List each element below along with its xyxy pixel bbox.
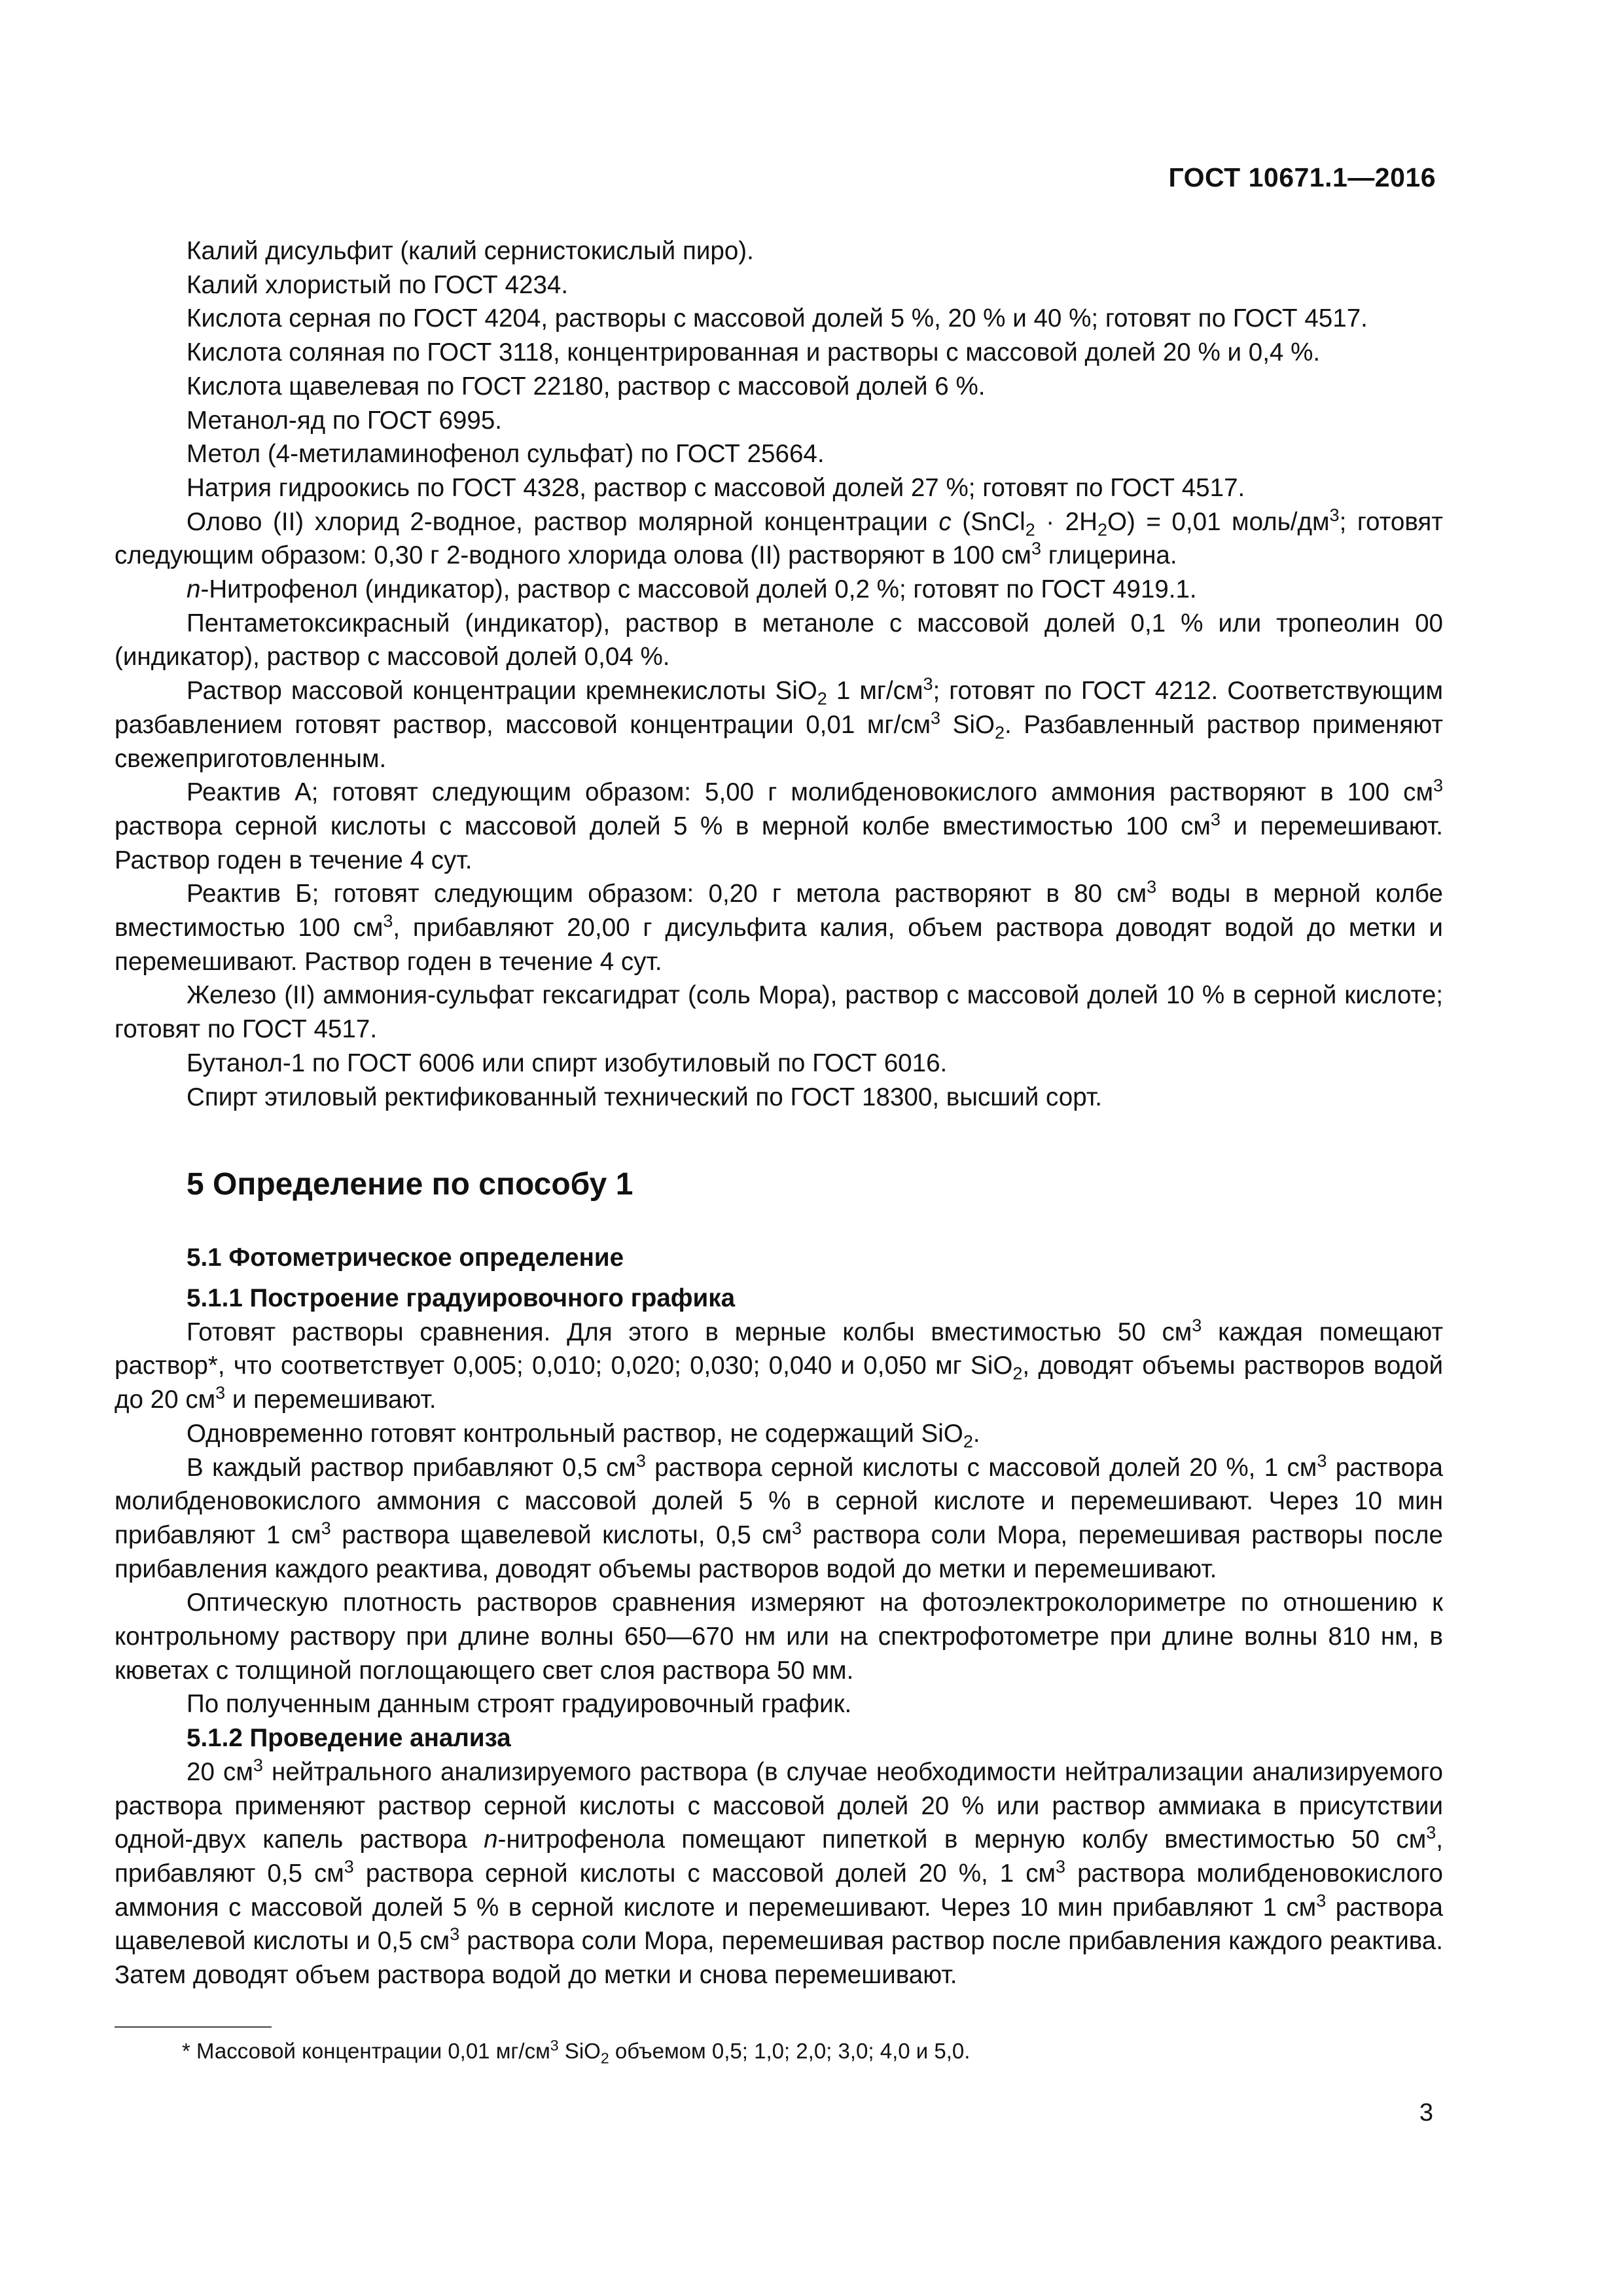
reagent-line: Метол (4-метиламинофенол сульфат) по ГОСТ 25664. <box>187 440 825 469</box>
analysis-paragraph: 20 $см^3$ нейтрального анализируемого раствора (в случае необходимости нейтрализации анализируемого раствора применяют раствор серной кислоты с массовой долей 20 % или раствор аммиака в присутствии одной-двух капель раствора n-нитрофенола помещают пипеткой в мерную колбу вместимостью 50 $см^3$, прибавляют 0,5 $см^3$ раствора серной кислоты с массовой долей 20 %, 1 $см^3$ раствора молибденовокислого аммония с массовой долей 5 % в серной кислоте и перемешивают. Через 10 мин прибавляют 1 $см^3$ раствора щавелевой кислоты и 0,5 $см^3$ раствора соли Мора, перемешивая раствор после прибавления каждого реактива. Затем доводят объем раствора водой до метки и снова перемешивают. <box>115 1755 1444 1990</box>
footnote-divider <box>115 2026 272 2028</box>
nitrophenol-paragraph: n-Нитрофенол (индикатор), раствор с массовой долей 0,2 %; готовят по ГОСТ 4919.1. <box>187 575 1197 604</box>
calibration-paragraph-5: По полученным данным строят градуировочный график. <box>187 1690 852 1719</box>
tin-chloride-paragraph: Олово (II) хлорид 2-водное, раствор молярной концентрации c (SnCl$_2$ · $2H_2O) = 0,01$ моль/$дм^3$; готовят следующим образом: 0,30 г 2-водного хлорида олова (II) растворяют в 100 $см^3$ глицерина. <box>115 505 1443 570</box>
reagent-a-paragraph: Реактив А; готовят следующим образом: 5,00 г молибденовокислого аммония растворяют в 100 $см^3$ раствора серной кислоты с массовой долей 5 % в мерной колбе вместимостью 100 $см^3$ и перемешивают. Раствор годен в течение 4 сут. <box>115 776 1443 874</box>
reagent-line: Кислота соляная по ГОСТ 3118, концентрированная и растворы с массовой долей 20 % и 0,4 %. <box>187 338 1321 367</box>
reagent-line: Метанол-яд по ГОСТ 6995. <box>187 406 503 435</box>
calibration-paragraph-4: Оптическую плотность растворов сравнения измеряют на фотоэлектроколориметре по отношению к контрольному раствору при длине волны 650—670 нм или на спектрофотометре при длине волны 810 нм, в кюветах с толщиной поглощающего свет слоя раствора 50 мм. <box>115 1588 1443 1685</box>
calibration-paragraph-1: Готовят растворы сравнения. Для этого в мерные колбы вместимостью 50 $см^3$ каждая помещают раствор*, что соответствует 0,005; 0,010; 0,020; 0,030; 0,040 и 0,050 мг SiO$_2$, доводят объемы растворов водой до 20 $см^3$ и перемешивают. <box>115 1315 1443 1414</box>
page-number: 3 <box>1419 2099 1433 2126</box>
section-spacer <box>115 1114 1443 1165</box>
section-5-heading: 5 Определение по способу 1 <box>187 1167 633 1202</box>
mohr-salt-paragraph: Железо (II) аммония-сульфат гексагидрат (соль Мора), раствор с массовой долей 10 % в серной кислоте; готовят по ГОСТ 4517. <box>115 981 1443 1044</box>
calibration-paragraph-2: Одновременно готовят контрольный раствор, не содержащий SiO$_2$. <box>187 1419 980 1452</box>
silica-solution-paragraph: Раствор массовой концентрации кремнекислоты SiO$_2$ 1 $мг/см^3$; готовят по ГОСТ 4212. Соответствующим разбавлением готовят раствор, массовой концентрации 0,01 $мг/см^3$ SiO$_2$. Разбавленный раствор применяют свежеприготовленным. <box>115 674 1444 773</box>
document-header: ГОСТ 10671.1—2016 <box>1168 162 1436 192</box>
section-5-1-2-heading: 5.1.2 Проведение анализа <box>187 1724 511 1753</box>
reagent-line: Кислота щавелевая по ГОСТ 22180, раствор с массовой долей 6 %. <box>187 372 986 401</box>
section-5-1-heading: 5.1 Фотометрическое определение <box>187 1244 624 1272</box>
reagent-line: Кислота серная по ГОСТ 4204, растворы с массовой долей 5 %, 20 % и 40 %; готовят по ГОСТ 4517. <box>187 304 1368 333</box>
reagent-b-paragraph: Реактив Б; готовят следующим образом: 0,20 г метола растворяют в 80 $см^3$ воды в мерной колбе вместимостью 100 $см^3$, прибавляют 20,00 г дисульфита калия, объем раствора доводят водой до метки и перемешивают. Раствор годен в течение 4 сут. <box>115 877 1443 976</box>
footnote: * Массовой концентрации 0,01 $мг/см^3$ SiO$_2$ объемом 0,5; 1,0; 2,0; 3,0; 4,0 и 5,0. <box>182 2037 971 2067</box>
ethanol-line: Спирт этиловый ректификованный технический по ГОСТ 18300, высший сорт. <box>187 1083 1102 1111</box>
pentamethoxy-paragraph: Пентаметоксикрасный (индикатор), раствор в метаноле с массовой долей 0,1 % или тропеолин 00 (индикатор), раствор с массовой долей 0,04 %. <box>115 609 1443 672</box>
reagent-line: Калий дисульфит (калий сернистокислый пиро). <box>187 237 754 265</box>
reagent-line: Калий хлористый по ГОСТ 4234. <box>187 270 569 299</box>
page-body <box>115 234 1443 1992</box>
butanol-line: Бутанол-1 по ГОСТ 6006 или спирт изобутиловый по ГОСТ 6016. <box>187 1049 948 1077</box>
reagent-line: Натрия гидроокись по ГОСТ 4328, раствор с массовой долей 27 %; готовят по ГОСТ 4517. <box>187 473 1245 502</box>
section-5-1-1-heading: 5.1.1 Построение градуировочного графика <box>187 1283 736 1312</box>
calibration-paragraph-3: В каждый раствор прибавляют 0,5 $см^3$ раствора серной кислоты с массовой долей 20 %, 1 $см^3$ раствора молибденовокислого аммония с массовой долей 5 % в серной кислоте и перемешивают. Через 10 мин прибавляют 1 $см^3$ раствора щавелевой кислоты, 0,5 $см^3$ раствора соли Мора, перемешивая растворы после прибавления каждого реактива, доводят объемы растворов водой до метки и перемешивают. <box>115 1450 1443 1583</box>
